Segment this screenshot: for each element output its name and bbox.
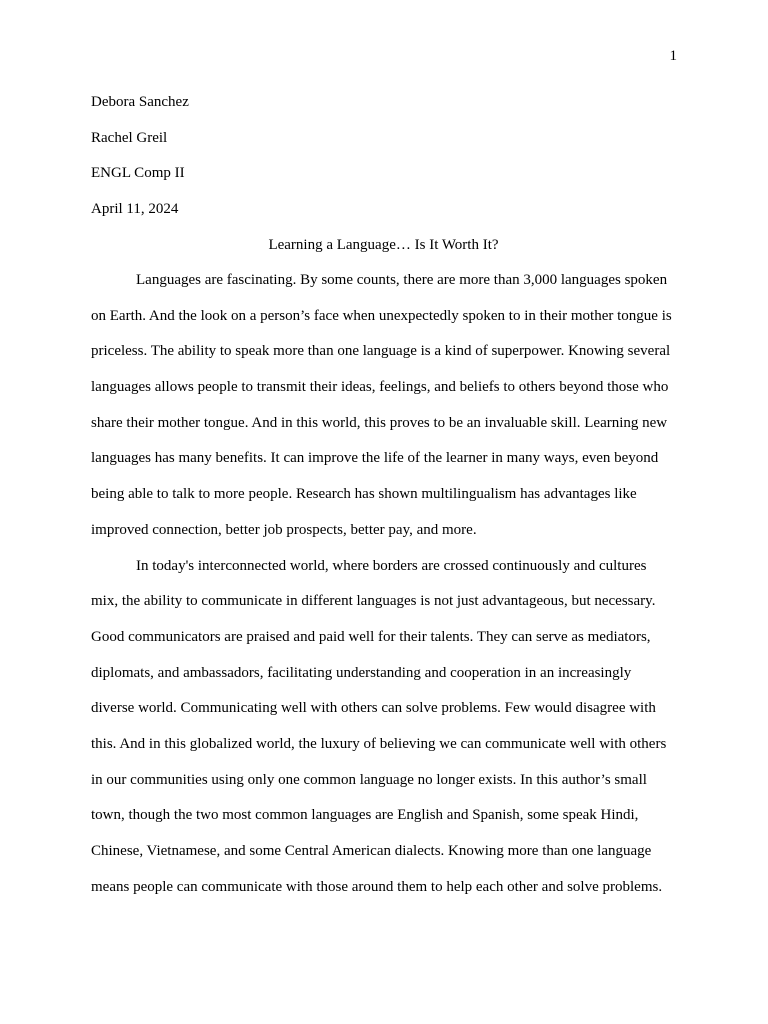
document-body: [91, 270, 686, 912]
paragraph-line: mix, the ability to communicate in different languages is not just advantageous, but necessary.: [91, 593, 656, 610]
paragraph-line: in our communities using only one common language no longer exists. In this author’s small: [91, 771, 647, 788]
paragraph-line: priceless. The ability to speak more than one language is a kind of superpower. Knowing several: [91, 343, 671, 360]
page-number: 1: [669, 48, 677, 64]
paragraph-line: Languages are fascinating. By some counts, there are more than 3,000 languages spoken: [136, 272, 668, 288]
paragraph-line: this. And in this globalized world, the luxury of believing we can communicate well with others: [91, 735, 667, 752]
paragraph-1: [91, 270, 686, 556]
document-title: Learning a Language… Is It Worth It?: [268, 237, 499, 253]
paragraph-line: Chinese, Vietnamese, and some Central American dialects. Knowing more than one language: [91, 843, 652, 859]
paragraph-line: languages allows people to transmit their ideas, feelings, and beliefs to others beyond those who: [91, 379, 669, 396]
paragraph-line: In today's interconnected world, where borders are crossed continuously and cultures: [136, 557, 647, 574]
paragraph-line: town, though the two most common languages are English and Spanish, some speak Hindi,: [91, 807, 639, 824]
paragraph-line: share their mother tongue. And in this world, this proves to be an invaluable skill. Learning new: [91, 414, 668, 431]
mla-header: [91, 92, 681, 235]
paragraph-line: means people can communicate with those around them to help each other and solve problems.: [91, 878, 663, 895]
course-name: ENGL Comp II: [91, 165, 185, 182]
date: April 11, 2024: [91, 201, 179, 218]
paragraph-line: Good communicators are praised and paid well for their talents. They can serve as mediators,: [91, 628, 651, 645]
paragraph-2: [91, 556, 686, 913]
paragraph-line: being able to talk to more people. Research has shown multilingualism has advantages like: [91, 486, 637, 503]
instructor-name: Rachel Greil: [91, 129, 168, 146]
paragraph-line: improved connection, better job prospects, better pay, and more.: [91, 521, 477, 538]
author-name: Debora Sanchez: [91, 94, 189, 110]
paragraph-line: diplomats, and ambassadors, facilitating understanding and cooperation in an increasingly: [91, 664, 632, 681]
paragraph-line: diverse world. Communicating well with others can solve problems. Few would disagree with: [91, 700, 656, 717]
paragraph-line: languages has many benefits. It can improve the life of the learner in many ways, even beyond: [91, 450, 659, 467]
paragraph-line: on Earth. And the look on a person’s face when unexpectedly spoken to in their mother tongue is: [91, 307, 672, 324]
